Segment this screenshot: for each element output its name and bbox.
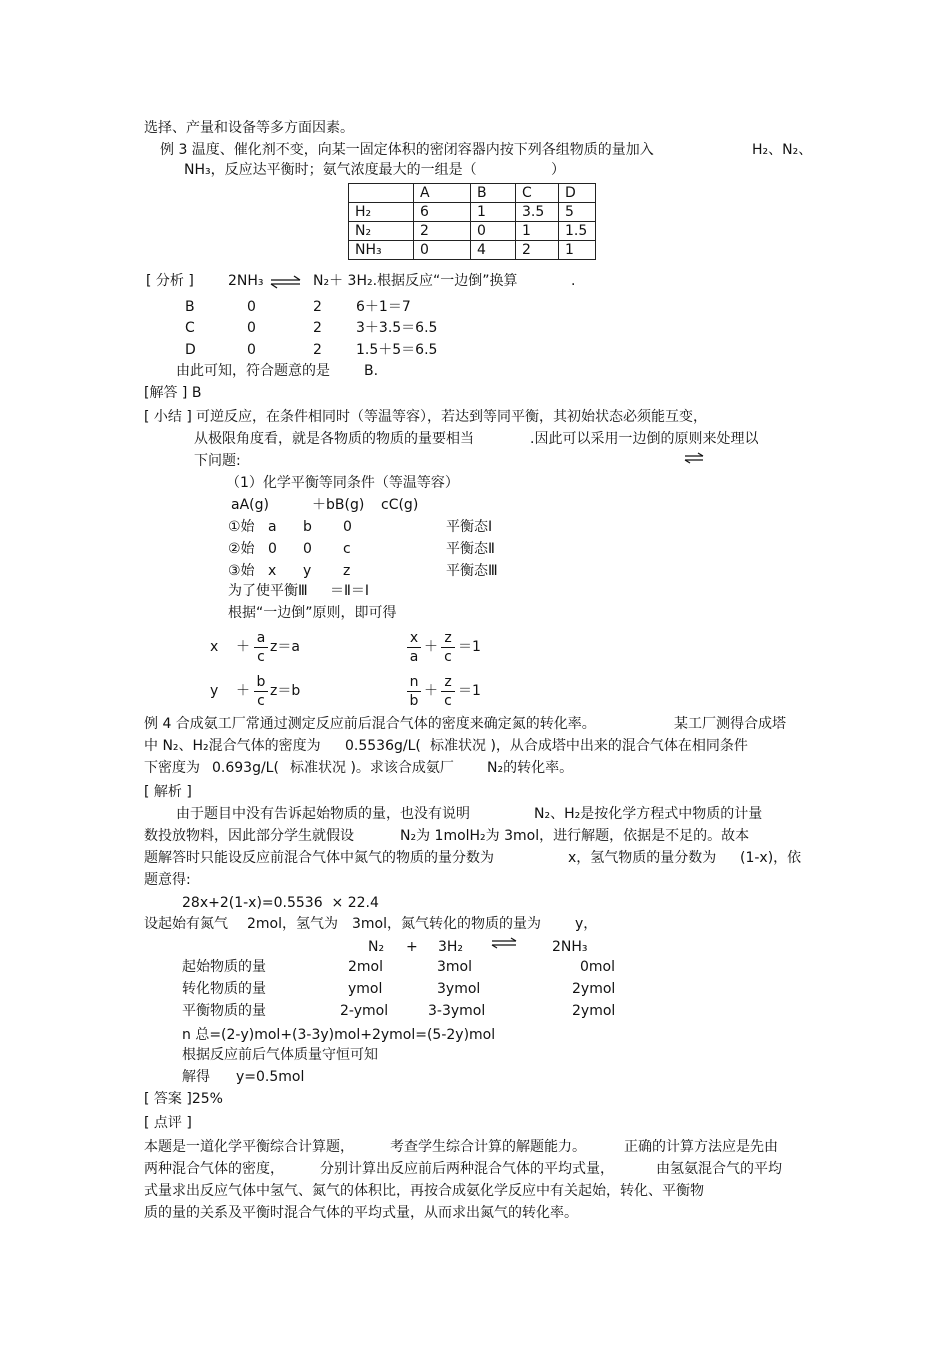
table-cell: H₂ <box>349 203 414 222</box>
table-header-row <box>349 184 596 203</box>
table-cell: 5 <box>559 203 596 222</box>
state-v1: x <box>268 563 277 579</box>
equation-a: aA(g) <box>231 497 269 513</box>
state-v3: c <box>343 541 351 557</box>
row-n2: 2-ymol <box>340 1003 389 1019</box>
equilibrium-arrow-icon <box>270 275 302 289</box>
fraction <box>441 674 455 709</box>
row-h2: 3ymol <box>437 981 481 997</box>
row-nh3: 2ymol <box>572 1003 616 1019</box>
solution-set-c: 3mol，氮气转化的物质的量为 <box>352 916 541 932</box>
table-cell: 6 <box>414 203 471 222</box>
summary-line2a: 从极限角度看，就是各物质的物质的量要相当 <box>194 431 474 447</box>
example4-line2b: 0.5536g/L( <box>345 738 421 754</box>
mass-conservation: 根据反应前后气体质量守恒可知 <box>182 1047 378 1063</box>
fraction <box>407 674 421 709</box>
reaction-n2: N₂ <box>368 939 385 955</box>
solution-set-d: y， <box>575 916 598 932</box>
solution-p2b: N₂为 1molH₂为 3mol，进行解题，依据是不足的。故本 <box>400 828 750 844</box>
state-v1: 0 <box>268 541 277 557</box>
formula-rest: ＝1 <box>458 683 481 699</box>
summary-line2b: .因此可以采用一边倒的原则来处理以 <box>530 431 759 447</box>
solution-p1b: N₂、H₂是按化学方程式中物质的计量 <box>534 806 763 822</box>
state-v2: 0 <box>303 541 312 557</box>
fraction-denominator: b <box>409 693 419 709</box>
solve-label: 解得 <box>182 1069 210 1085</box>
row-label: 起始物质的量 <box>182 959 266 975</box>
state-v3: 0 <box>343 519 352 535</box>
analysis-row-c2: 2 <box>313 299 322 315</box>
comment-label: [ 点评 ] <box>144 1115 192 1131</box>
table-cell: N₂ <box>349 222 414 241</box>
formula-rest: z＝b <box>270 683 301 699</box>
row-n2: 2mol <box>348 959 383 975</box>
goal-equal: ＝Ⅱ＝Ⅰ <box>330 583 370 599</box>
fraction-denominator: c <box>444 693 452 709</box>
fraction-numerator: z <box>444 674 452 690</box>
analysis-conclusion: 由此可知，符合题意的是 <box>176 363 330 379</box>
analysis-row-c2: 2 <box>313 342 322 358</box>
formula-var: y <box>210 683 219 699</box>
example3-line2: NH₃，反应达平衡时；氨气浓度最大的一组是（ <box>184 162 477 178</box>
reaction-left: 2NH₃ <box>228 273 264 289</box>
solution-p4: 题意得: <box>144 872 191 888</box>
state-start: ②始 <box>228 541 255 557</box>
summary-line1: 可逆反应，在条件相同时（等温等容），若达到等同平衡，其初始状态必须能互变， <box>196 409 707 425</box>
solve-value: y=0.5mol <box>236 1069 305 1085</box>
row-nh3: 2ymol <box>572 981 616 997</box>
analysis-row-c3: 1.5＋5＝6.5 <box>356 342 438 358</box>
table-cell: 4 <box>471 241 516 260</box>
analysis-row-c1: 0 <box>247 342 256 358</box>
reaction-dot: . <box>571 273 576 289</box>
solution-label: [ 解析 ] <box>144 784 192 800</box>
comment-l1c: 正确的计算方法应是先由 <box>624 1139 778 1155</box>
solution-p1a: 由于题目中没有告诉起始物质的量，也没有说明 <box>176 806 470 822</box>
fraction <box>254 674 268 709</box>
table-cell: 1 <box>516 222 559 241</box>
analysis-row-c3: 3＋3.5＝6.5 <box>356 320 438 336</box>
analysis-label: [ 分析 ] <box>146 273 194 289</box>
analysis-row-id: D <box>185 342 196 358</box>
intro-text: 选择、产量和设备等多方面因素。 <box>144 120 354 136</box>
state-start: ③始 <box>228 563 255 579</box>
principle-text: 根据“一边倒”原则，即可得 <box>228 605 397 621</box>
table-cell: 2 <box>516 241 559 260</box>
comment-l4: 质的量的关系及平衡时混合气体的平均式量，从而求出氮气的转化率。 <box>144 1205 578 1221</box>
state-v3: z <box>343 563 351 579</box>
state-label: 平衡态Ⅰ <box>446 519 493 535</box>
goal-text: 为了使平衡Ⅲ <box>228 583 308 599</box>
reaction-h2: 3H₂ <box>438 939 464 955</box>
fraction-denominator: c <box>257 693 265 709</box>
table-cell: 2 <box>414 222 471 241</box>
table-header: D <box>559 184 596 203</box>
table-header: A <box>414 184 471 203</box>
state-start: ①始 <box>228 519 255 535</box>
state-v2: y <box>303 563 312 579</box>
analysis-row-c1: 0 <box>247 299 256 315</box>
comment-l3: 式量求出反应气体中氢气、氮气的体积比，再按合成氨化学反应中有关起始，转化、平衡物 <box>144 1183 704 1199</box>
table-cell: 0 <box>471 222 516 241</box>
example4-line2a: 中 N₂、H₂混合气体的密度为 <box>144 738 321 754</box>
table-cell <box>349 184 414 203</box>
answer3: [解答 ] B <box>144 385 202 401</box>
analysis-answer-letter: B. <box>364 363 379 379</box>
comment-l1b: 考查学生综合计算的解题能力。 <box>390 1139 586 1155</box>
equation-c: cC(g) <box>381 497 419 513</box>
table-cell: 1 <box>559 241 596 260</box>
analysis-row-c1: 0 <box>247 320 256 336</box>
row-nh3: 0mol <box>580 959 615 975</box>
formula-plus: ＋ <box>424 639 438 655</box>
table-cell: 0 <box>414 241 471 260</box>
example3-species: H₂、N₂、 <box>752 142 813 158</box>
formula-var: x <box>210 639 219 655</box>
comment-l2a: 两种混合气体的密度， <box>144 1161 284 1177</box>
table-row <box>349 222 596 241</box>
formula-plus: ＋ <box>236 639 250 655</box>
example4-line2c: 标准状况 )，从合成塔中出来的混合气体在相同条件 <box>430 738 748 754</box>
table-row <box>349 203 596 222</box>
fraction-numerator: a <box>256 630 266 646</box>
state-label: 平衡态Ⅱ <box>446 541 495 557</box>
total-moles: n 总=(2-y)mol+(3-3y)mol+2ymol=(5-2y)mol <box>182 1027 496 1043</box>
fraction-numerator: x <box>409 630 419 646</box>
example3-line1: 例 3 温度、催化剂不变，向某一固定体积的密闭容器内按下列各组物质的量加入 <box>160 142 654 158</box>
summary-label: [ 小结 ] <box>144 409 192 425</box>
solution-set-a: 设起始有氮气 <box>144 916 228 932</box>
row-n2: ymol <box>348 981 383 997</box>
row-h2: 3mol <box>437 959 472 975</box>
equation-b: ＋bB(g) <box>312 497 365 513</box>
table-header: C <box>516 184 559 203</box>
fraction-numerator: b <box>256 674 266 690</box>
row-label: 转化物质的量 <box>182 981 266 997</box>
formula-rest: z＝a <box>270 639 300 655</box>
equilibrium-arrow-icon <box>491 937 517 949</box>
analysis-row-id: B <box>185 299 195 315</box>
comment-l1a: 本题是一道化学平衡综合计算题， <box>144 1139 354 1155</box>
table-row <box>349 241 596 260</box>
solution-p2a: 数投放物料，因此部分学生就假设 <box>144 828 354 844</box>
analysis-row-id: C <box>185 320 195 336</box>
example3-close: ） <box>551 162 565 178</box>
fraction-numerator: n <box>409 674 419 690</box>
example4-line3c: 标准状况 )。求该合成氨厂 <box>290 760 454 776</box>
formula-plus: ＋ <box>424 683 438 699</box>
formula-rest: ＝1 <box>458 639 481 655</box>
solution-p3b: x，氢气物质的量分数为 <box>568 850 717 866</box>
reaction-nh3: 2NH₃ <box>552 939 588 955</box>
example4-line3a: 下密度为 <box>144 760 200 776</box>
fraction-denominator: a <box>409 649 419 665</box>
analysis-row-c3: 6＋1＝7 <box>356 299 411 315</box>
formula-plus: ＋ <box>236 683 250 699</box>
summary-line3: 下问题: <box>194 453 241 469</box>
fraction-numerator: z <box>444 630 452 646</box>
example4-line1a: 例 4 合成氨工厂常通过测定反应前后混合气体的密度来确定氮的转化率。 <box>144 716 596 732</box>
table-cell: 1.5 <box>559 222 596 241</box>
example4-line3d: N₂的转化率。 <box>487 760 574 776</box>
state-v1: a <box>268 519 277 535</box>
summary-condition: （1）化学平衡等同条件（等温等容） <box>226 475 459 491</box>
state-v2: b <box>303 519 312 535</box>
solution-p3c: (1-x)，依 <box>740 850 802 866</box>
amount-table <box>348 183 596 260</box>
row-h2: 3-3ymol <box>428 1003 486 1019</box>
analysis-row-c2: 2 <box>313 320 322 336</box>
fraction <box>407 630 421 665</box>
state-label: 平衡态Ⅲ <box>446 563 498 579</box>
table-cell: 1 <box>471 203 516 222</box>
comment-l2b: 分别计算出反应前后两种混合气体的平均式量， <box>320 1161 614 1177</box>
fraction <box>254 630 268 665</box>
solution-equation: 28x+2(1-x)=0.5536 × 22.4 <box>182 895 379 911</box>
row-label: 平衡物质的量 <box>182 1003 266 1019</box>
fraction-denominator: c <box>444 649 452 665</box>
example4-line3b: 0.693g/L( <box>212 760 279 776</box>
answer4: [ 答案 ]25% <box>144 1091 223 1107</box>
fraction <box>441 630 455 665</box>
comment-l2c: 由氢氨混合气的平均 <box>656 1161 782 1177</box>
reaction-plus: + <box>406 939 418 955</box>
solution-set-b: 2mol，氢气为 <box>247 916 338 932</box>
table-header: B <box>471 184 516 203</box>
example4-line1b: 某工厂测得合成塔 <box>674 716 786 732</box>
equilibrium-arrow-icon <box>684 452 704 464</box>
reaction-right: N₂＋ 3H₂.根据反应“一边倒”换算 <box>313 273 518 289</box>
table-cell: 3.5 <box>516 203 559 222</box>
fraction-denominator: c <box>257 649 265 665</box>
table-cell: NH₃ <box>349 241 414 260</box>
solution-p3a: 题解答时只能设反应前混合气体中氮气的物质的量分数为 <box>144 850 494 866</box>
